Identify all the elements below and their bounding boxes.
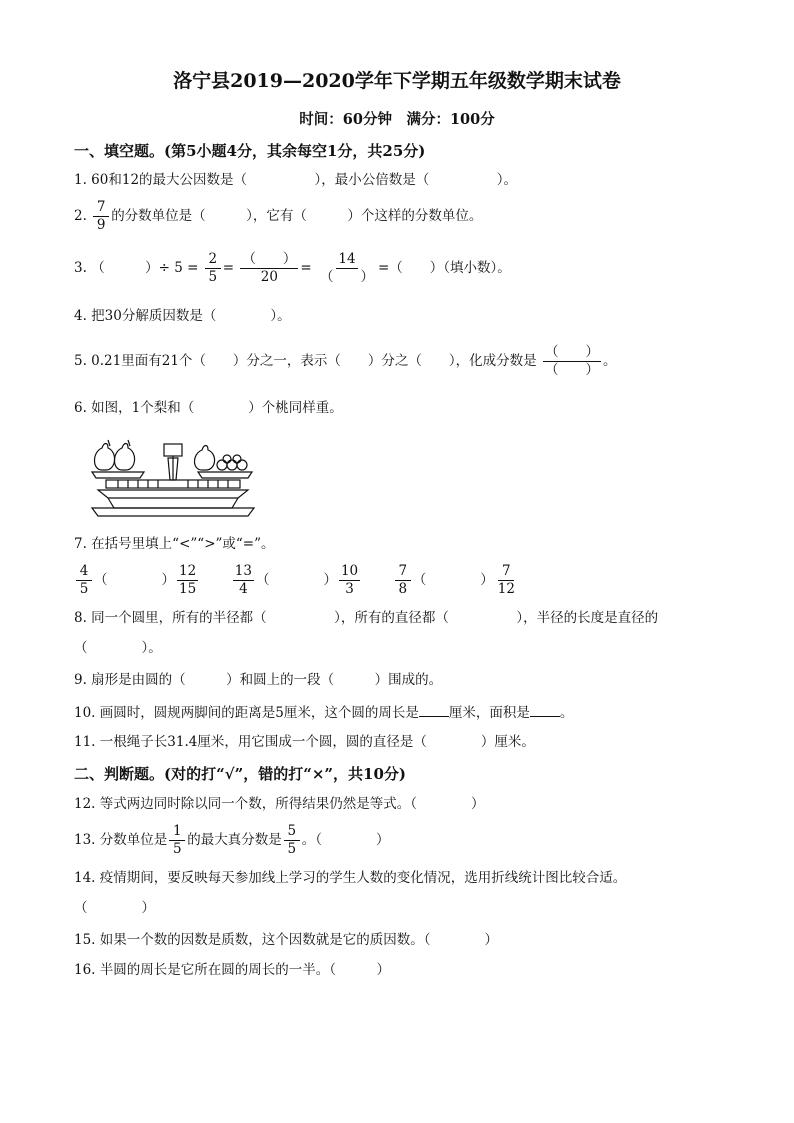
fraction-denominator: 8	[398, 581, 408, 597]
fraction-numerator: 7	[395, 563, 411, 581]
question-9: 9. 扇形是由圆的（ ）和圆上的一段（ ）围成的。	[74, 672, 443, 688]
page-title: 洛宁县2019—2020学年下学期五年级数学期末试卷	[173, 70, 621, 92]
question-10-part-b: 厘米，面积是	[448, 705, 530, 721]
section-2-heading: 二、判断题。(对的打“√”，错的打“×”，共10分)	[74, 765, 407, 783]
fraction-numerator: （ ）	[242, 251, 297, 267]
balance-scale-figure	[88, 436, 258, 524]
question-7: 7. 在括号里填上“<”“>”或“=”。	[74, 536, 275, 552]
question-15: 15. 如果一个数的因数是质数，这个因数就是它的质因数。（ ）	[74, 932, 499, 948]
question-number: 2.	[74, 208, 87, 224]
question-12: 12. 等式两边同时除以同一个数，所得结果仍然是等式。（ ）	[74, 796, 485, 812]
fraction-numerator: 14	[338, 251, 356, 267]
answer-line[interactable]	[530, 702, 560, 717]
question-8-line-2: （ ）。	[74, 640, 162, 656]
fraction	[395, 563, 411, 598]
fraction-numerator: 5	[284, 823, 300, 841]
fraction-numerator: 7	[93, 199, 109, 217]
question-5-end: 。	[602, 353, 617, 369]
fraction-numerator: 1	[169, 823, 185, 841]
fraction	[233, 563, 254, 598]
fraction-numerator: 4	[76, 563, 92, 581]
question-3	[74, 250, 511, 286]
fraction	[76, 563, 92, 598]
question-13	[74, 822, 390, 858]
fraction	[543, 344, 601, 379]
fraction-denominator: 5	[79, 581, 89, 597]
fraction	[284, 823, 300, 858]
question-3-tail: =（ ）（填小数）。	[378, 260, 511, 276]
question-7-comparisons	[74, 560, 519, 600]
fraction-numerator: （ ）	[544, 344, 599, 360]
fraction-numerator: 7	[498, 563, 514, 581]
answer-blank[interactable]: （ ）	[412, 572, 494, 588]
answer-blank[interactable]: （ ）	[94, 572, 175, 588]
question-5	[74, 343, 616, 379]
fraction	[240, 251, 298, 286]
question-14-line-1: 14. 疫情期间，要反映每天参加线上学习的学生人数的变化情况，选用折线统计图比较合适。	[74, 870, 627, 886]
equals-sign: =	[300, 260, 312, 276]
balance-scale-illustration	[88, 436, 258, 520]
fraction-denominator: 15	[179, 581, 197, 597]
question-1: 1. 60和12的最大公因数是（ ），最小公倍数是（ ）。	[74, 172, 518, 188]
question-3-open: （ ）÷ 5 =	[91, 260, 199, 276]
question-13-part-a: 13. 分数单位是	[74, 832, 168, 848]
question-4: 4. 把30分解质因数是（ ）。	[74, 308, 291, 324]
question-6: 6. 如图，1个梨和（ ）个桃同样重。	[74, 400, 343, 416]
answer-blank[interactable]: （ ）	[255, 572, 337, 588]
fraction-numerator: 10	[340, 563, 359, 579]
fraction-denominator: 4	[239, 581, 248, 597]
fraction	[205, 251, 221, 286]
question-14-line-2: （ ）	[74, 900, 155, 916]
fraction	[339, 563, 360, 598]
answer-line[interactable]	[419, 702, 449, 717]
fraction-denominator: （ ）	[320, 269, 374, 285]
fraction	[169, 823, 185, 858]
fraction-denominator: （ ）	[544, 362, 599, 378]
fraction-numerator: 12	[179, 563, 197, 579]
equals-sign: =	[222, 260, 235, 276]
section-1-heading: 一、填空题。(第5小题4分，其余每空1分，共25分)	[74, 142, 426, 160]
fraction-denominator: 5	[287, 841, 297, 857]
question-5-text: 5. 0.21里面有21个（ ）分之一，表示（ ）分之（ ），化成分数是	[74, 353, 537, 369]
question-number: 3.	[74, 260, 87, 276]
question-10-part-c: 。	[559, 705, 574, 721]
question-10	[74, 702, 573, 723]
fraction	[496, 563, 517, 598]
question-2	[74, 198, 482, 234]
fraction-denominator: 3	[345, 581, 354, 597]
question-16: 16. 半圆的周长是它所在圆的周长的一半。（ ）	[74, 962, 391, 978]
question-13-part-c: 。（ ）	[301, 832, 390, 848]
question-8-line-1: 8. 同一个圆里，所有的半径都（ ），所有的直径都（ ），半径的长度是直径的	[74, 610, 659, 626]
fraction-numerator: 2	[205, 251, 221, 269]
fraction-denominator: 9	[96, 217, 106, 233]
fraction-numerator: 13	[234, 563, 252, 579]
fraction-denominator: 5	[172, 841, 182, 857]
question-2-text: 的分数单位是（ ），它有（ ）个这样的分数单位。	[111, 208, 483, 224]
fraction	[177, 563, 198, 598]
question-11: 11. 一根绳子长31.4厘米，用它围成一个圆，圆的直径是（ ）厘米。	[74, 734, 535, 750]
fraction-denominator: 12	[497, 581, 515, 597]
question-13-part-b: 的最大真分数是	[187, 832, 282, 848]
fraction	[318, 251, 376, 286]
fraction-denominator: 20	[260, 269, 278, 285]
fraction	[93, 199, 109, 234]
time-score-line: 时间：60分钟 满分：100分	[299, 111, 495, 128]
question-10-part-a: 10. 画圆时，圆规两脚间的距离是5厘米，这个圆的周长是	[74, 705, 419, 721]
fraction-denominator: 5	[208, 269, 218, 285]
